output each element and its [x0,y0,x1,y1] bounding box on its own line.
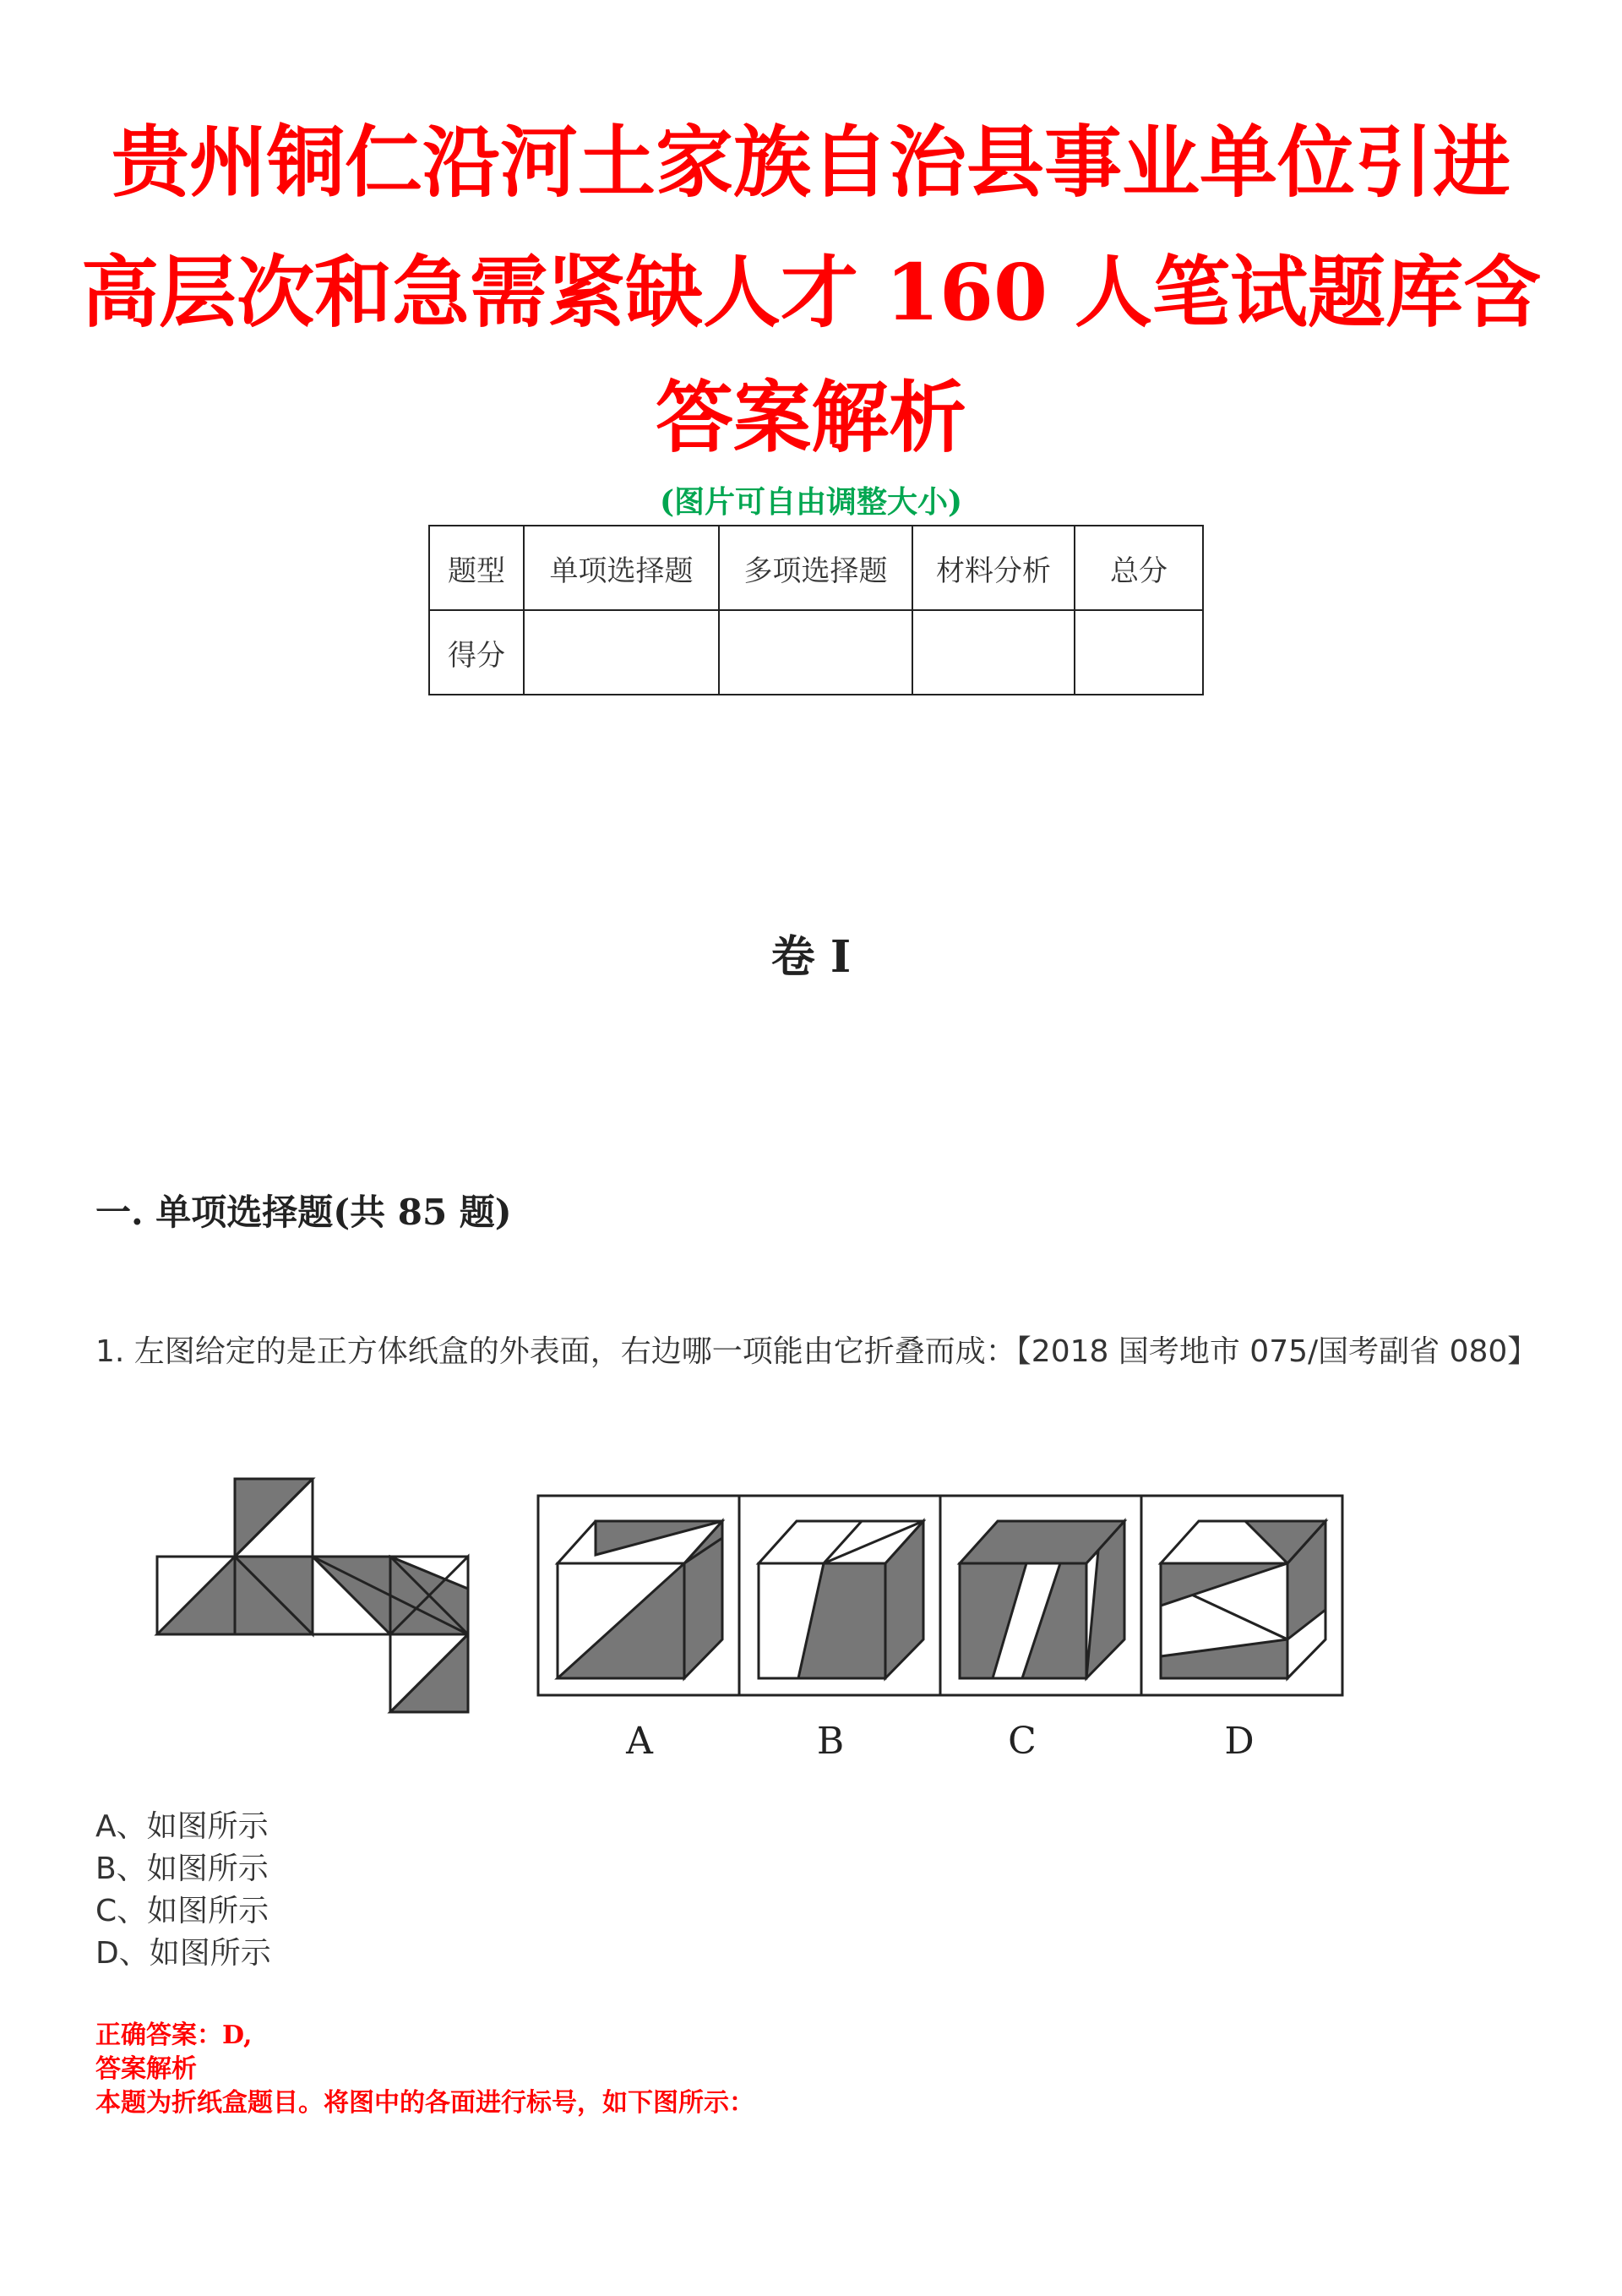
score-table [428,525,1204,695]
choice-b-cube [759,1521,923,1678]
choice-label-d: D [1224,1720,1255,1763]
option-d[interactable]: D、如图所示 [95,1936,271,1971]
section-heading: 一. 单项选择题(共 85 题) [95,1192,512,1233]
score-cell-single[interactable] [524,610,719,695]
option-a[interactable]: A、如图所示 [95,1809,269,1844]
volume-heading: 卷 I [770,931,852,983]
score-cell-material[interactable] [912,610,1075,695]
question-text: 1. 左图给定的是正方体纸盒的外表面，右边哪一项能由它折叠而成：【2018 国考地市 075/国考副省 080】 [95,1334,1538,1369]
question-figure [0,1462,1622,1783]
score-cell-multi[interactable] [719,610,912,695]
header-cell-material: 材料分析 [912,526,1075,610]
score-table-score-row [429,610,1203,695]
choice-label-a: A [626,1720,653,1763]
analysis-text: 本题为折纸盒题目。将图中的各面进行标号，如下图所示： [95,2088,754,2118]
header-cell-multi-choice: 多项选择题 [719,526,912,610]
choice-label-b: B [816,1720,845,1763]
option-c[interactable]: C、如图所示 [95,1894,269,1928]
doc-title-line-3: 答案解析 [655,372,966,463]
choice-a-cube [558,1521,722,1678]
correct-answer: 正确答案：D, [95,2021,253,2050]
header-cell-total: 总分 [1075,526,1203,610]
cube-net [157,1479,468,1712]
choice-label-c: C [1008,1720,1037,1763]
option-b[interactable]: B、如图所示 [95,1852,269,1886]
row-label-score: 得分 [429,610,524,695]
score-cell-total[interactable] [1075,610,1203,695]
header-cell-single-choice: 单项选择题 [524,526,719,610]
choice-d-cube [1161,1521,1325,1678]
header-cell-type: 题型 [429,526,524,610]
doc-title-line-1: 贵州铜仁沿河土家族自治县事业单位引进 [111,117,1510,208]
answer-choices [538,1496,1342,1695]
choice-c-cube [960,1521,1124,1678]
score-table-header-row [429,526,1203,610]
image-note: (图片可自由调整大小) [659,484,963,520]
doc-title-line-2: 高层次和急需紧缺人才 160 人笔试题库含 [80,247,1542,338]
analysis-label: 答案解析 [95,2054,197,2084]
